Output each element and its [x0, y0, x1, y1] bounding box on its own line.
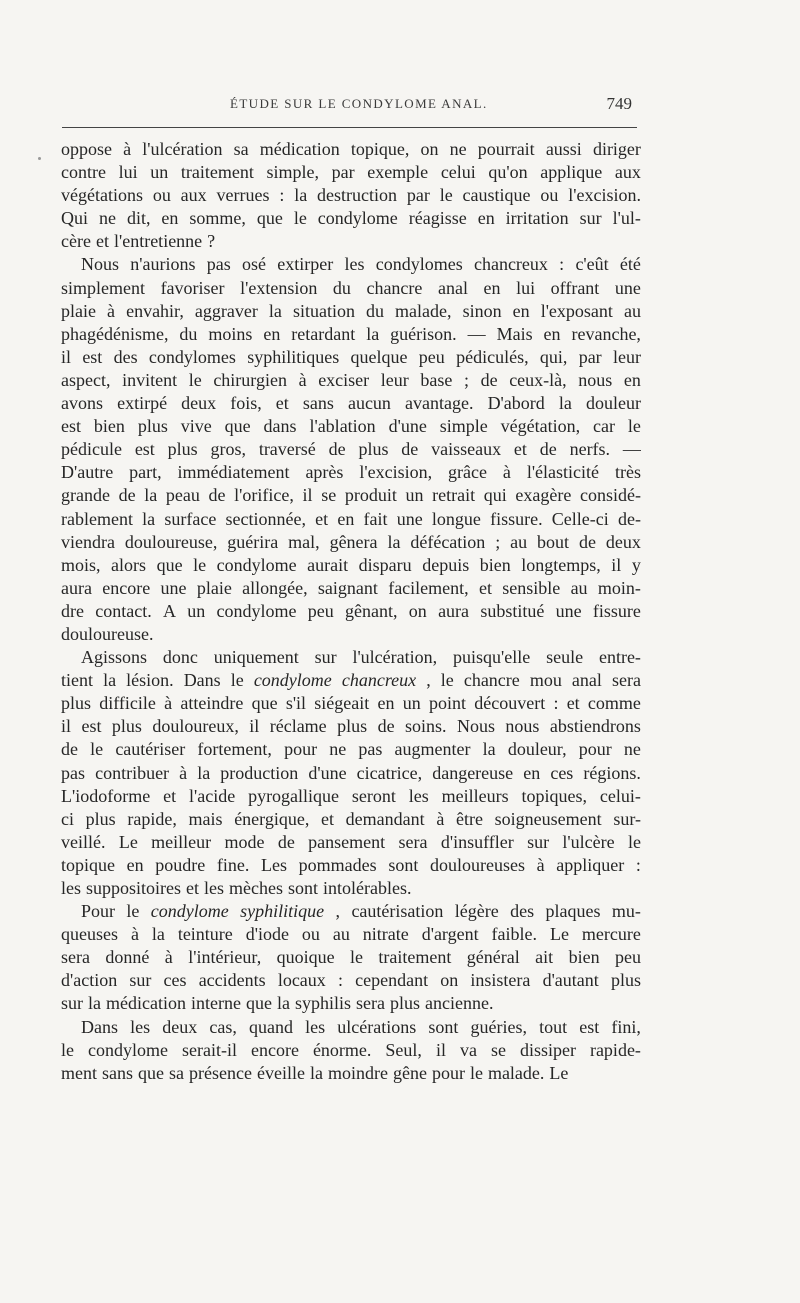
text-line: aura encore une plaie allongée, saignant facilement, et sensible au moin- — [61, 577, 641, 598]
page-header — [60, 94, 640, 118]
text-line: topique en poudre fine. Les pommades sont douloureuses à appliquer : — [61, 854, 641, 875]
page-number: 749 — [606, 94, 632, 113]
text-line: oppose à l'ulcération sa médication topique, on ne pourrait aussi diriger — [61, 139, 641, 159]
text-line: de le cautériser fortement, pour ne pas augmenter la douleur, pour ne — [61, 739, 641, 760]
text-line: Qui ne dit, en somme, que le condylome réagisse en irritation sur l'ul- — [61, 208, 641, 229]
text-line: contre lui un traitement simple, par exemple celui qu'on applique aux — [61, 162, 641, 183]
running-head: ÉTUDE SUR LE CONDYLOME ANAL. — [230, 96, 488, 111]
text-line: cère et l'entretienne ? — [61, 231, 216, 252]
text-line: Pour le condylome syphilitique , cautérisation légère des plaques mu- — [81, 901, 641, 922]
text-line: sur la médication interne que la syphilis sera plus ancienne. — [61, 993, 494, 1014]
text-line: Agissons donc uniquement sur l'ulcération, puisqu'elle seule entre- — [81, 647, 641, 668]
text-line: ci plus rapide, mais énergique, et demandant à être soigneusement sur- — [61, 808, 641, 829]
text-line: plaie à envahir, aggraver la situation du malade, sinon en l'exposant au — [61, 300, 641, 321]
text-line: les suppositoires et les mèches sont intolérables. — [61, 878, 412, 898]
text-line: sera donné à l'intérieur, quoique le traitement général ait bien peu — [61, 947, 641, 968]
text-line: dre contact. A un condylome peu gênant, on aura substitué une fissure — [61, 600, 641, 621]
text-line: phagédénisme, du moins en retardant la guérison. — Mais en revanche, — [61, 323, 641, 344]
text-line: L'iodoforme et l'acide pyrogallique seront les meilleurs topiques, celui- — [61, 785, 641, 806]
text-line: avons extirpé deux fois, et sans aucun avantage. D'abord la douleur — [61, 393, 641, 414]
body-text — [61, 138, 641, 1085]
text-line: mois, alors que le condylome aurait disparu depuis bien longtemps, il y — [61, 554, 641, 575]
text-line: végétations ou aux verrues : la destruction par le caustique ou l'excision. — [61, 185, 641, 206]
text-line: pas contribuer à la production d'une cicatrice, dangereuse en ces régions. — [61, 762, 641, 783]
text-line: tient la lésion. Dans le condylome chancreux , le chancre mou anal sera — [61, 670, 641, 691]
text-line: grande de la peau de l'orifice, il se produit un retrait qui exagère considé- — [61, 485, 641, 506]
text-line: queuses à la teinture d'iode ou au nitrate d'argent faible. Le mercure — [61, 924, 641, 945]
text-line: d'action sur ces accidents locaux : cependant on insistera d'autant plus — [61, 970, 641, 991]
text-line: Dans les deux cas, quand les ulcérations sont guéries, tout est fini, — [81, 1016, 641, 1037]
text-line: aspect, invitent le chirurgien à exciser leur base ; de ceux-là, nous en — [61, 369, 641, 390]
header-rule — [62, 127, 637, 128]
text-line: rablement la surface sectionnée, et en fait une longue fissure. Celle-ci de- — [61, 508, 641, 529]
text-line: Nous n'aurions pas osé extirper les condylomes chancreux : c'eût été — [81, 254, 641, 275]
text-line: est bien plus vive que dans l'ablation d'une simple végétation, car le — [61, 416, 641, 437]
text-line: le condylome serait-il encore énorme. Seul, il va se dissiper rapide- — [61, 1039, 641, 1060]
text-line: plus difficile à atteindre que s'il siégeait en un point découvert : et comme — [61, 693, 641, 714]
text-line: pédicule est plus gros, traversé de plus de vaisseaux et de nerfs. — — [61, 439, 641, 460]
page-speck — [38, 157, 41, 160]
text-line: simplement favoriser l'extension du chancre anal en lui offrant une — [61, 277, 641, 298]
text-line: il est plus douloureux, il réclame plus de soins. Nous nous abstiendrons — [61, 716, 641, 737]
text-line: viendra douloureuse, guérira mal, gênera la défécation ; au bout de deux — [61, 531, 641, 552]
text-line: ment sans que sa présence éveille la moindre gêne pour le malade. Le — [61, 1062, 569, 1083]
text-line: D'autre part, immédiatement après l'excision, grâce à l'élasticité très — [61, 462, 641, 483]
text-line: douloureuse. — [61, 623, 154, 644]
text-line: veillé. Le meilleur mode de pansement sera d'insuffler sur l'ulcère le — [61, 831, 641, 852]
text-line: il est des condylomes syphilitiques quelque peu pédiculés, qui, par leur — [61, 346, 641, 367]
